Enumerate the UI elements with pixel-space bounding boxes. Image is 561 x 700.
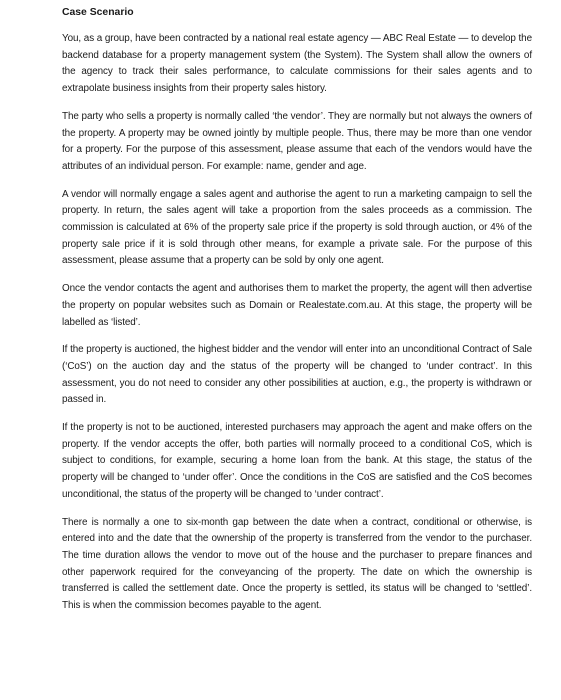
paragraph-auction: If the property is auctioned, the highest bidder and the vendor will enter into an unconditional Contract of Sale (‘CoS’) on the auction day and the status of the property will be changed to ‘under contract’. In this assessment, you do not need to consider any other possibilities at auction, e.g., the property is withdrawn or passed in.	[62, 344, 532, 406]
section-heading: Case Scenario	[62, 7, 134, 18]
paragraph-settlement: There is normally a one to six-month gap between the date when a contract, conditional or otherwise, is entered into and the date that the ownership of the property is transferred from the vendor to the purchaser. The time duration allows the vendor to move out of the house and the purchaser to prepare finances and other paperwork required for the conveyancing of the property. The date on which the ownership is transferred is called the settlement date. Once the property is settled, its status will be changed to ‘settled’. This is when the commission becomes payable to the agent.	[62, 516, 532, 612]
paragraph-private-sale: If the property is not to be auctioned, interested purchasers may approach the agent and make offers on the property. If the vendor accepts the offer, both parties will normally proceed to a conditional CoS, which is subject to conditions, for example, securing a home loan from the bank. At this stage, the status of the property will be changed to ‘under offer’. Once the conditions in the CoS are satisfied and the CoS becomes unconditional, the status of the property will be changed to ‘under contract’.	[62, 422, 532, 500]
paragraph-commission: A vendor will normally engage a sales agent and authorise the agent to run a marketing campaign to sell the property. In return, the sales agent will take a proportion from the sales proceeds as a commission. The commission is calculated at 6% of the property sale price if the property is sold through auction, or 4% of the property sale price if it is sold through other means, for example a private sale. For the purpose of this assessment, please assume that a property can be sold by only one agent.	[62, 188, 532, 267]
paragraph-listing: Once the vendor contacts the agent and authorises them to market the property, the agent will then advertise the property on popular websites such as Domain or Realestate.com.au. At this stage, the property will be labelled as ‘listed’.	[62, 283, 532, 328]
paragraph-engagement: You, as a group, have been contracted by a national real estate agency — ABC Real Estate — to develop the backend database for a property management system (the System). The System shall allow the owners of the agency to track their sales performance, to calculate commissions for their sales agents and to extrapolate business insights from their property sales history.	[62, 33, 532, 95]
paragraph-vendor: The party who sells a property is normally called ‘the vendor’. They are normally but not always the owners of the property. A property may be owned jointly by multiple people. Thus, there may be more than one vendor for a property. For the purpose of this assessment, please assume that each of the vendors would have the attributes of an individual person. For example: name, gender and age.	[62, 110, 532, 172]
